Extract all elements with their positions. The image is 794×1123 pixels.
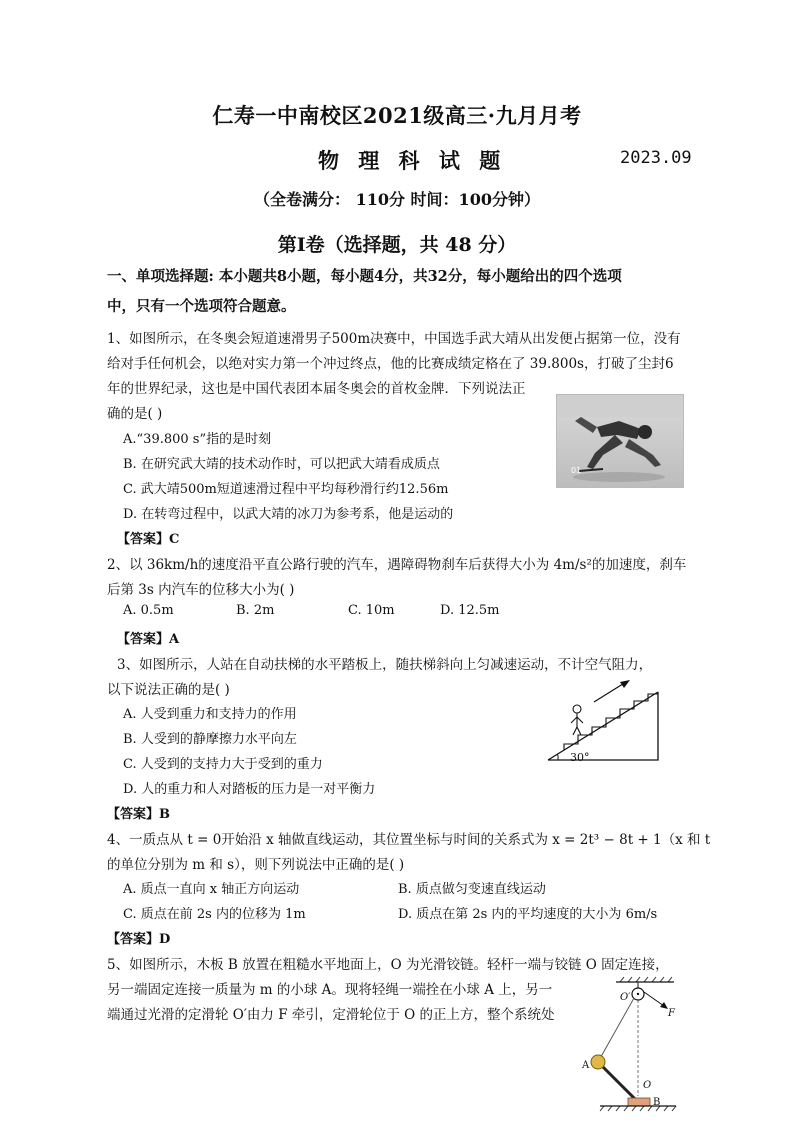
q3-option-c: C. 人受到的支持力大于受到的重力 <box>123 757 323 772</box>
q4-option-c: C. 质点在前 2s 内的位移为 1m <box>123 907 306 922</box>
q1-option-d: D. 在转弯过程中，以武大靖的冰刀为参考系，他是运动的 <box>123 507 454 522</box>
hinge-label: O <box>643 1080 652 1091</box>
q5-line2: 另一端固定连接一质量为 m 的小球 A。现将轻绳一端拴在小球 A 上，另一 <box>107 982 553 998</box>
q3-line2: 以下说法正确的是( ) <box>107 682 230 698</box>
exam-date: 2023.09 <box>620 148 692 168</box>
q1-answer: 【答案】C <box>117 532 180 547</box>
pulley-label: O′ <box>620 992 631 1003</box>
q2-option-c: C. 10m <box>348 603 395 618</box>
q5-line3: 端通过光滑的定滑轮 O′由力 F 牵引，定滑轮位于 O 的正上方，整个系统处 <box>107 1007 555 1023</box>
force-label: F <box>668 1008 675 1019</box>
q1-option-a: A.“39.800 s”指的是时刻 <box>123 432 272 447</box>
q3-line1: 3、如图所示，人站在自动扶梯的水平踏板上，随扶梯斜向上匀减速运动，不计空气阻力， <box>117 657 653 673</box>
q4-option-d: D. 质点在第 2s 内的平均速度的大小为 6m/s <box>398 907 658 922</box>
q4-answer: 【答案】D <box>107 932 171 947</box>
q2-line1: 2、以 36km/h的速度沿平直公路行驶的汽车，遇障碍物刹车后获得大小为 4m/s²的加速度，刹车 <box>107 557 687 573</box>
q4-line2: 的单位分别为 m 和 s），则下列说法中正确的是( ) <box>107 857 405 873</box>
escalator-diagram <box>544 672 662 764</box>
q2-option-d: D. 12.5m <box>440 603 500 618</box>
svg-text:01: 01 <box>571 466 582 475</box>
pulley-rod-diagram <box>580 976 690 1112</box>
q4-option-a: A. 质点一直向 x 轴正方向运动 <box>123 882 300 897</box>
angle-label: 30° <box>570 751 590 764</box>
q4-line1: 4、一质点从 t = 0开始沿 x 轴做直线运动，其位置坐标与时间的关系式为 x = 2t³ − 8t + 1（x 和 t <box>107 832 711 848</box>
speed-skater-photo <box>556 394 684 488</box>
q2-answer: 【答案】A <box>117 632 180 647</box>
score-time-line: （全卷满分： 110分 时间：100分钟） <box>254 190 540 209</box>
q4-option-b: B. 质点做匀变速直线运动 <box>398 882 546 897</box>
q3-option-b: B. 人受到的静摩擦力水平向左 <box>123 732 297 747</box>
q2-line2: 后第 3s 内汽车的位移大小为( ) <box>107 582 295 598</box>
q1-line3: 年的世界纪录，这也是中国代表团本届冬奥会的首枚金牌．下列说法正 <box>107 381 526 397</box>
ball-label: A <box>582 1060 590 1071</box>
q1-line1: 1、如图所示，在冬奥会短道速滑男子500m决赛中，中国选手武大靖从出发便占据第一位，没有 <box>107 331 681 347</box>
q1-option-b: B. 在研究武大靖的技术动作时，可以把武大靖看成质点 <box>123 457 440 472</box>
section-heading: 第Ⅰ卷（选择题，共 48 分） <box>277 234 517 256</box>
q1-line2: 给对手任何机会，以绝对实力第一个冲过终点，他的比赛成绩定格在了 39.800s，打破了尘封6 <box>107 356 674 372</box>
q3-answer: 【答案】B <box>107 807 170 822</box>
subject-title: 物 理 科 试 题 <box>318 148 507 173</box>
q3-option-d: D. 人的重力和人对踏板的压力是一对平衡力 <box>123 782 376 797</box>
q5-line1: 5、如图所示，木板 B 放置在粗糙水平地面上，O 为光滑铰链。轻杆一端与铰链 O 固定连接， <box>107 957 669 973</box>
section-instruction-line2: 中，只有一个选项符合题意。 <box>107 298 296 315</box>
q3-option-a: A. 人受到重力和支持力的作用 <box>123 707 297 722</box>
exam-title: 仁寿一中南校区2021级高三·九月月考 <box>212 103 582 128</box>
q1-option-c: C. 武大靖500m短道速滑过程中平均每秒滑行约12.56m <box>123 482 449 497</box>
q1-line4: 确的是( ) <box>107 406 163 422</box>
section-instruction-line1: 一、单项选择题: 本小题共8小题，每小题4分，共32分，每小题给出的四个选项 <box>107 268 622 285</box>
q2-option-a: A. 0.5m <box>123 603 174 618</box>
q2-option-b: B. 2m <box>236 603 275 618</box>
board-label: B <box>653 1097 661 1108</box>
